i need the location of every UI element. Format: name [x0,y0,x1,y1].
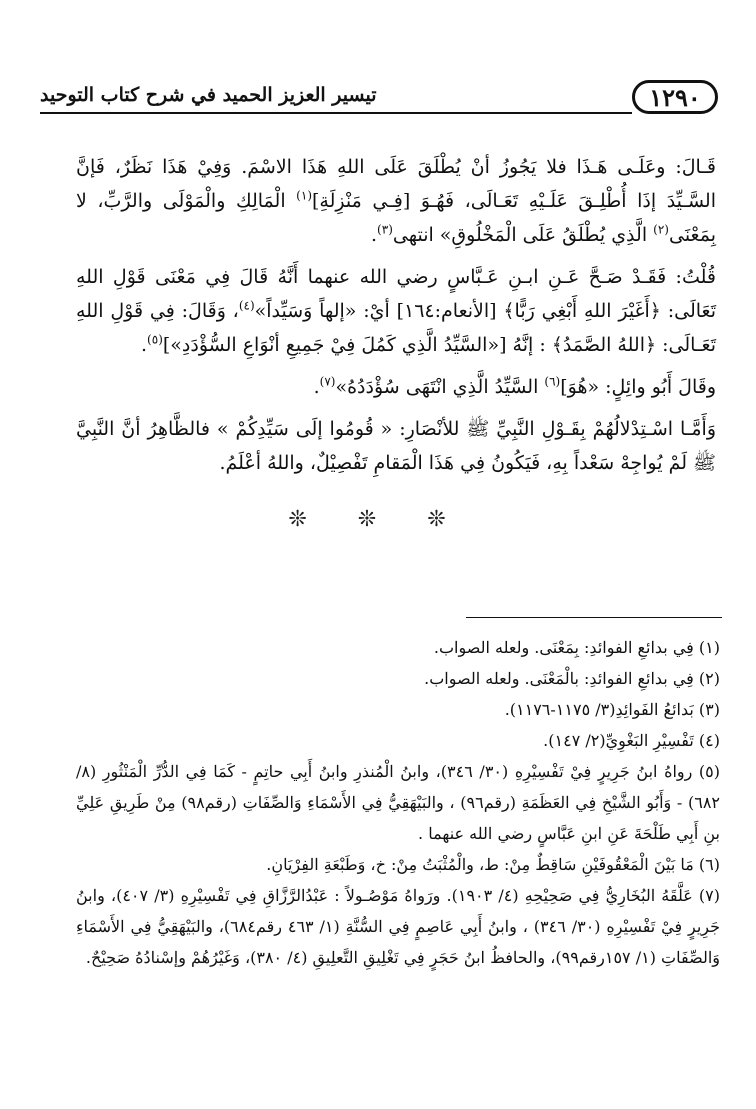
text-run: السَّيِّدُ الَّذِي انْتَهَى سُؤْدَدُهُ» [335,376,545,398]
footnote-rule [466,617,722,618]
running-title: تيسير العزيز الحميد في شرح كتاب التوحيد [40,84,377,106]
footnote-5: (٥) رواهُ ابنُ جَرِيرٍ فِيْ تَفْسِيْرِهِ (٣٠/ ٣٤٦)، وابنُ الْمُنذرِ وابنُ أَبِي حاتِمٍ - كَمَا فِي الدُّرِّ الْمَنْثُورِ (٨/ ٦٨٢) - وَأَبُو الشَّيْخِ فِي العَظَمَةِ (رقم٩٦) ، والبَيْهَقِيُّ فِي الأَسْمَاءِ وَالصِّفَاتِ (رقم٩٨) مِنْ طَرِيقِ عَلِيِّ بنِ أَبِي طَلْحَةَ عَنِ ابنِ عَبَّاسٍ رضي الله عنهما . [76,762,721,843]
text-run: . [371,224,378,246]
footnote-6: (٦) مَا بَيْنَ الْمَعْقُوفَيْنِ سَاقِطٌ مِنْ: ط، والْمُثْبَتُ مِنْ: خ، وَطَبْعَةِ الفِرْيَانِ. [266,855,720,874]
footnote-2: (٢) فِي بدائعِ الفوائدِ: بالْمَعْنَى. ولعله الصواب. [424,669,720,688]
text-run: قُلْتُ: فَقَـدْ صَـحَّ عَـنِ ابـنِ عَـبَّاسٍ رضي الله عنهما أَنَّهُ قَالَ فِي مَعْنَى قَوْلِ اللهِ تَعَالَى: ﴿أَغَيْرَ اللهِ أَبْغِي رَبًّا﴾ [الأنعام:١٦٤] أيْ: «إلهاً وَسَيِّداً» [76,266,716,322]
footnote-ref-1: (١) [296,188,312,203]
header-rule [40,112,632,114]
footnote-ref-4: (٤) [238,298,255,313]
footnote-4: (٤) تَفْسِيْرِ البَغْوِيِّ(٢/ ١٤٧). [543,731,720,750]
paragraph-2 [76,260,716,362]
footnote-ref-6: (٦) [544,374,561,389]
footnote-ref-2: (٢) [653,222,669,237]
footnote-ref-5: (٥) [147,332,163,347]
footnote-ref-7: (٧) [319,374,336,389]
text-run: وقَالَ أَبُو وائِلٍ: «هُوَ] [560,376,716,398]
section-separator: ❊ ❊ ❊ [288,507,468,532]
paragraph-1 [76,150,716,252]
text-run: . [141,334,148,356]
text-run: الْمَالِكِ والْمَوْلَى والرَّبِّ، لا بِمَعْنَى [76,190,716,246]
paragraph-3 [76,370,716,404]
paragraph-4: وَأَمَّـا اسْـتِدْلالُهُمْ بِقَـوْلِ النَّبِيِّ ﷺ للأنْصَارِ: « قُومُوا إلَى سَيِّدِكُمْ » فالظَّاهِرُ أنَّ النَّبِيَّ ﷺ لَمْ يُواجِهْ سَعْداً بِهِ، فَيَكُونُ فِي هَذَا الْمَقامِ تَفْصِيْلٌ، واللهُ أعْلَمُ. [76,418,716,474]
text-run: قَـالَ: وعَلَـى هَـذَا فلا يَجُوزُ أنْ يُطْلَقَ عَلَى اللهِ هَذَا الاسْمَ. وَفِيْ هَذَا نَظَرٌ، فَإنَّ السَّـيِّدَ إذَا أُطْلِـقَ عَلَـيْهِ تَعَـالَى، فَهُـوَ [فِـي مَنْزِلَةِ] [76,156,716,212]
footnote-1: (١) فِي بدائعِ الفوائدِ: بِمَعْنَى. ولعله الصواب. [433,638,720,657]
text-run: الَّذِي يُطْلَقُ عَلَى الْمَخْلُوقِ» انتهى [392,224,654,246]
footnotes [76,632,720,973]
footnote-ref-3: (٣) [377,222,393,237]
text-run: . [313,376,320,398]
main-text [76,150,716,488]
page-header [40,76,718,122]
page-number: ١٢٩٠ [632,80,718,114]
footnote-7: (٧) عَلَّقَهُ البُخَارِيُّ فِي صَحِيْحِهِ (٤/ ١٩٠٣). ورَواهُ مَوْصُـولاً : عَبْدُالرَّزَّاقِ فِي تَفْسِيْرِهِ (٣/ ٤٠٧)، وابنُ جَرِيرٍ فِيْ تَفْسِيْرِهِ (٣٠/ ٣٤٦) ، وابنُ أَبِي عَاصِمٍ فِي السُّنَّةِ (١/ ٤٦٣ رقم٦٨٤)، والبَيْهَقِيُّ فِي الأَسْمَاءِ وَالصِّفَاتِ (١/ ١٥٧رقم٩٩)، والحافظُ ابنُ حَجَرٍ فِي تَغْلِيقِ التَّعلِيقِ (٤/ ٣٨٠)، وَغَيْرُهُمْ وإسْنادُهُ صَحِيْحٌ. [76,886,721,967]
text-run: ، وَقَالَ: فِي قَوْلِ اللهِ تَعَـالَى: ﴿اللهُ الصَّمَدُ﴾ : إنَّهُ [«السَّيِّدُ الَّذِي كَمُلَ فِيْ جَمِيعِ أنْوَاعِ السُّؤْدَدِ»] [76,300,716,356]
footnote-3: (٣) بَدائعُ الفَوائِدِ(٣/ ١١٧٥-١١٧٦). [504,700,720,719]
